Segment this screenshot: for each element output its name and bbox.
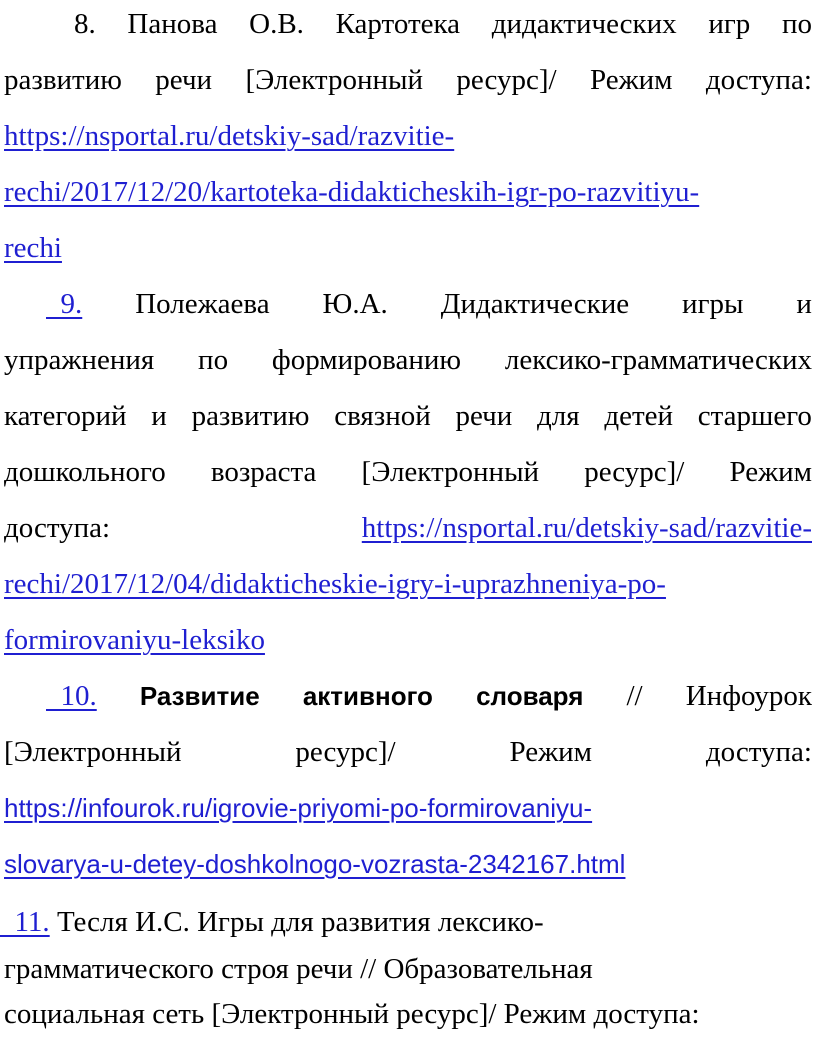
ref-10-line-1: 10. Развитие активного словаря // Инфоурок <box>46 680 812 712</box>
ref-10-link[interactable]: slovarya-u-detey-doshkolnogo-vozrasta-2342167.html <box>4 849 626 879</box>
ref-9-line-5: доступа: https://nsportal.ru/detskiy-sad/razvitie- <box>4 512 812 544</box>
ref-10-url-line-1[interactable] <box>4 791 812 825</box>
ref-9-url-line-3[interactable] <box>4 623 812 657</box>
ref-8-link[interactable]: rechi/2017/12/20/kartoteka-didakticheskih-igr-po-razvitiyu- <box>4 176 700 208</box>
ref-9-url-line-2[interactable] <box>4 567 812 601</box>
ref-9-link[interactable]: formirovaniyu-leksiko <box>4 624 265 656</box>
ref-10-number[interactable]: 10. <box>46 680 97 712</box>
ref-11-line-3: социальная сеть [Электронный ресурс]/ Режим доступа: <box>4 998 700 1030</box>
ref-8-url-line-2[interactable] <box>4 175 812 209</box>
ref-8-url-line-1[interactable] <box>4 119 812 153</box>
ref-9-line-2: упражнения по формированию лексико-грамматических <box>4 344 812 376</box>
ref-10-line-2: [Электронный ресурс]/ Режим доступа: <box>4 736 812 768</box>
ref-9-number[interactable]: 9. <box>46 288 83 320</box>
ref-8-line-1: 8. Панова О.В. Картотека дидактических игр по <box>74 8 812 40</box>
ref-8-link[interactable]: https://nsportal.ru/detskiy-sad/razvitie- <box>4 120 455 152</box>
ref-10-url-line-2[interactable] <box>4 847 812 881</box>
ref-8-link[interactable]: rechi <box>4 232 62 264</box>
ref-8-line-2: развитию речи [Электронный ресурс]/ Режим доступа: <box>4 64 812 96</box>
ref-9-link[interactable]: https://nsportal.ru/detskiy-sad/razvitie- <box>361 512 812 544</box>
ref-10-link[interactable]: https://infourok.ru/igrovie-priyomi-po-formirovaniyu- <box>4 793 593 823</box>
ref-8-url-line-3[interactable] <box>4 231 812 265</box>
ref-11-number[interactable]: 11. <box>0 906 50 938</box>
ref-9-line-4: дошкольного возраста [Электронный ресурс]/ Режим <box>4 456 812 488</box>
ref-11-line-1: 11. Тесля И.С. Игры для развития лексико- <box>0 906 544 938</box>
ref-9-line-3: категорий и развитию связной речи для детей старшего <box>4 400 812 432</box>
ref-11-line-2: грамматического строя речи // Образовательная <box>4 953 593 985</box>
ref-9-line-1: 9. Полежаева Ю.А. Дидактические игры и <box>46 288 812 320</box>
ref-9-link[interactable]: rechi/2017/12/04/didakticheskie-igry-i-uprazhneniya-po- <box>4 568 666 600</box>
ref-8-number: 8. <box>74 8 96 40</box>
